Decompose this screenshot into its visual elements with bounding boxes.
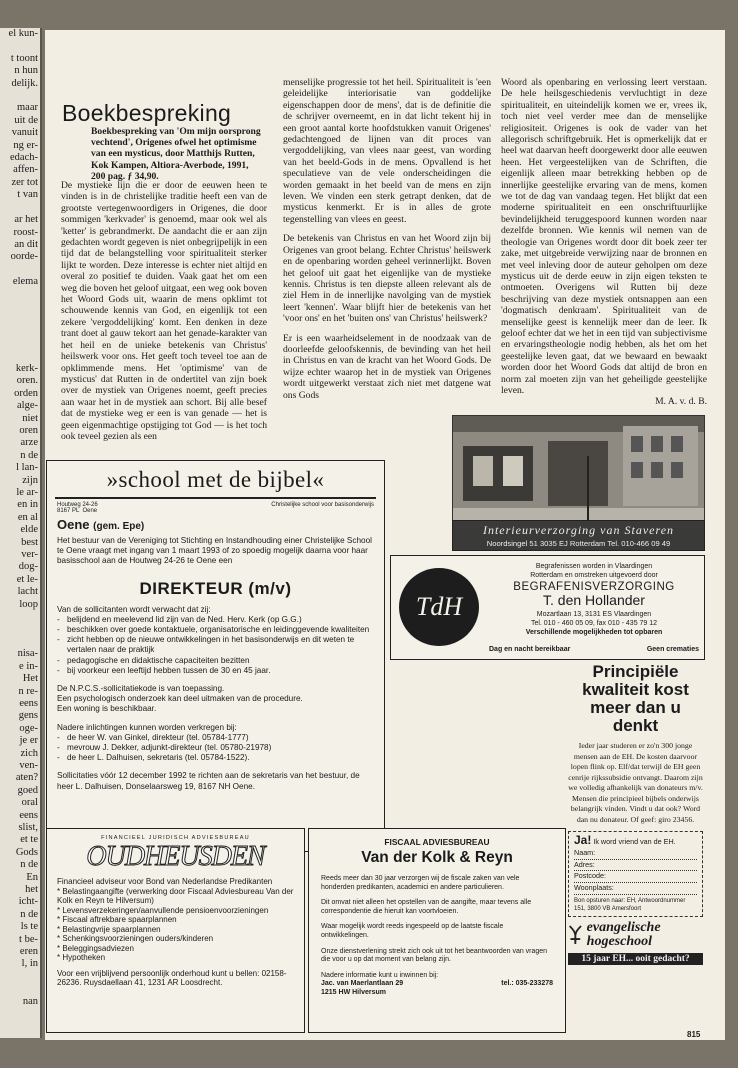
left-page-fragment: ven-: [19, 759, 38, 771]
oudheusden-intro: Financieel adviseur voor Bond van Nederlandse Predikanten: [57, 877, 273, 886]
school-info: [57, 502, 374, 514]
hollander-name: T. den Hollander: [543, 592, 645, 608]
left-page-fragment: niet: [22, 412, 38, 424]
left-page-fragment: t be-: [19, 933, 38, 945]
school-intro: Het bestuur van de Vereniging tot Stichting en Instandhouding einer Christelijke School te Oene vraagt met ingang van 1 maart 1993 of zo spoedig mogelijk daarna voor haar basisschool aan de Houtweg 24-26 te Oene een: [57, 536, 372, 566]
staveren-address: Noordsingel 51 3035 EJ Rotterdam Tel. 010-466 09 49: [486, 539, 671, 548]
kolk-body: [321, 875, 553, 998]
left-page-fragment: [0, 351, 40, 363]
school-place-row: [57, 517, 374, 532]
eh-logo-row: [568, 921, 703, 949]
service-item: * Beleggingsadviezen: [57, 943, 134, 953]
left-page-fragment: nan: [22, 995, 38, 1007]
form-head-rest: Ik word vriend van de EH.: [593, 837, 676, 846]
school-info-intro: Nadere inlichtingen kunnen worden verkregen bij:: [57, 722, 237, 732]
left-page-fragment: eens: [19, 697, 38, 709]
magazine-page: [45, 30, 725, 1040]
left-page-fragment: affen-: [13, 164, 38, 176]
left-page-fragment: t toont: [10, 52, 38, 64]
oudheusden-name: OUDHEUSDEN: [86, 841, 265, 872]
contact-item: - de heer W. van Ginkel, direkteur (tel. 05784-1777): [57, 733, 374, 743]
left-page-fragment: oren: [19, 425, 38, 436]
kolk-p2: Dit omvat niet alleen het opstellen van de aangifte, maar tevens alle correspondentie die hieruit kan voortvloeien.: [321, 899, 532, 915]
form-foot: Bon opsturen naar: EH, Antwoordnummer 151, 3800 VB Amersfoort: [574, 897, 686, 912]
oudheusden-services: [57, 887, 294, 963]
eh-school-name: evangelische hogeschool: [586, 919, 661, 949]
school-ad: [46, 460, 385, 852]
principle-ad: [568, 663, 703, 1038]
service-item: * Schenkingsvoorzieningen ouders/kinderen: [57, 934, 214, 943]
left-page-fragment: Het: [22, 673, 38, 685]
left-page-fragment: delijk.: [11, 77, 38, 89]
left-page-fragment: goed: [17, 784, 38, 796]
school-address: Houtweg 24-26 8167 PL Oene: [57, 502, 98, 514]
school-contacts: [57, 733, 374, 764]
kolk-p1: Reeds meer dan 30 jaar verzorgen wij de fiscale zaken van vele honderden predikanten, academici en andere particulieren.: [321, 875, 520, 891]
left-page-fragment: slist,: [18, 822, 38, 833]
left-page-fragment: arze: [20, 437, 38, 449]
donation-form: [568, 831, 703, 917]
kolk-ad: [308, 828, 566, 1033]
left-page-fragment: [0, 90, 40, 102]
article-column-3: [501, 77, 707, 408]
requirement-item: - beschikken over goede kontaktuele, organisatorische en leidinggevende kwaliteiten: [57, 625, 374, 635]
left-page-fragment: edach-: [10, 152, 38, 164]
left-page-fragment: eren: [19, 946, 38, 958]
form-head: [574, 835, 697, 848]
school-heading: »school met de bijbel«: [106, 467, 325, 492]
left-page-fragment: elema: [12, 276, 38, 288]
article-text: De mystieke lijn die er door de eeuwen heen te vinden is in de christelijke traditie heeft een van de grootste vertegenwoordigers in Origenes, die door sommigen 'kerkvader' is genoemd, maar ook wel als 'ketter' is gebrandmerkt. De aandacht die er aan zijn gedachten wordt gegeven is niet onbegrijpelijk in een tijd dat de belangstelling voor spiritualiteit sterker lijkt te worden. Deze interesse is echter niet altijd en overal zo positief te duiden. Vaak gaat het om een weg die boven het geloof uitgaat, een weg ook boven het Woord Gods uit, waarin de mens opklimt tot schouwende kennis van God, en eigenlijk tot een zekere 'vergoddelijking' komt. Een denken in deze trant doet al gauw tekort aan het genade-karakter van het heil en de unieke betekenis van Christus' heilswerk voor ons. Het geeft toch teveel toe aan de opklimmende mens. Het 'optimisme' van de mysticus' dat Rutten in de ondertitel van zijn boek over de mystiek van Origenes noemt, geeft precies aan waar het in de mystiek aan schort. Bij alle besef dat de mystieke weg er een is van genade — het is geen eigenmachtige opstijging tot God — is het toch ook teveel gezien als een: [61, 180, 267, 442]
service-item: * Hypotheken: [57, 953, 106, 962]
requirement-item: - zicht hebben op de nieuwe ontwikkelingen in het basisonderwijs en dit weten te vertalen naar de praktijk: [57, 635, 374, 655]
left-page-fragment: [0, 326, 40, 338]
kolk-p3: Waar mogelijk wordt reeds ingespeeld op de laatste fiscale ontwikkelingen.: [321, 923, 504, 939]
left-page-fragment: het: [25, 884, 38, 896]
left-page-fragment: [0, 40, 40, 52]
left-page-fragment: n de: [20, 859, 38, 871]
left-page-fragment: [0, 983, 40, 995]
left-page-fragment: [0, 301, 40, 313]
left-page-fragment: l, in: [21, 958, 38, 970]
staveren-name: Interieurverzorging van Staveren: [482, 523, 675, 537]
school-job-title: DIREKTEUR (m/v): [139, 578, 292, 598]
service-item: * Fiscaal aftrekbare spaarplannen: [57, 915, 177, 924]
left-page-fragment: an dit: [14, 238, 38, 250]
left-page-fragment: n de: [20, 449, 38, 461]
left-page-fragment: aten?: [15, 772, 38, 784]
article-title: Boekbespreking: [62, 100, 232, 126]
form-field[interactable]: Woonplaats:: [574, 883, 697, 895]
hollander-logo-text: TdH: [415, 592, 463, 621]
page-number: 815: [687, 1030, 701, 1039]
oudheusden-closing: Voor een vrijblijvend persoonlijk onderhoud kunt u bellen: 02158-26236. Ruysdaellaan 41, 1231 AR Loosdrecht.: [57, 968, 287, 987]
hollander-line2: Rotterdam en omstreken uitgevoerd door: [530, 572, 658, 579]
article-column-2: [283, 77, 491, 409]
left-page-fragment: ar het: [14, 214, 38, 226]
left-page-fragment: kerk-: [15, 362, 38, 374]
requirement-item: - belijdend en meelevend lid zijn van de Ned. Herv. Kerk (op G.G.): [57, 615, 374, 625]
left-page-fragment: el kun-: [8, 28, 38, 39]
left-page-fragment: en al: [17, 511, 38, 523]
left-page-fragment: zich: [20, 747, 38, 759]
left-page-fragment: t van: [17, 189, 38, 201]
left-page-fragment: En: [26, 871, 38, 883]
kolk-address-row: [321, 980, 553, 989]
requirement-item: - bij voorkeur een leeftijd hebben tussen de 30 en 45 jaar.: [57, 666, 374, 676]
left-page-fragment: eens: [19, 809, 38, 821]
left-page-fragment: n hun: [14, 65, 38, 77]
left-page-fragment: [0, 624, 40, 636]
left-page-fragment: maar: [17, 102, 38, 114]
article-text: Woord als openbaring en verlossing leert verstaan. De hele heilsgeschiedenis vervluchtigt in deze spiritualiteit, en uiteindelijk komen we er, vrees ik, toch niet veel verder mee dan de menselijke religiositeit. Origenes is ook de vader van het allegorisch schriftgebruik. Het is opmerkelijk dat er heel wat daarvan heeft doorgewerkt door alle eeuwen heen. Het vergeestelijken van de Schriften, die eigenlijk alleen maar betrekking hebben op de innerlijke geestelijke ervaring van de mens, komen we tot de dag van vandaag tegen. Het blijkt dat een moderne spiritualiteit en een onschriftuurlijke bevindelijkheid teruggespoord kunnen worden naar dezelfde bronnen. Wie kennis wil nemen van de theologie van Origenes wordt door dit boek zeer ter zake, met uitgebreide verwijzing naar de bronnen en met veel inleving door de auteur geholpen om deze mysticus uit de derde eeuw in zijn eigen teksten te ontmoeten. Overigens wil Rutten bij deze beschrijving van deze mystiek ontsnappen aan een 'dogmatisch denkraam'. Spiritualiteit van de menselijke geest is kennelijk meer dan de leer. Ik geloof echter dat we het in een tijd van subjectivisme en ervaringstheologie nodig hebben, als het om het geestelijke leven gaat, dat we bewaard en bewaakt worden door het Woord Gods dat altijd de bron en norm zal moeten zijn van het geheiligde geestelijke leven.: [501, 77, 707, 396]
left-page-fragment: vanuit: [11, 127, 38, 139]
form-field[interactable]: Adres:: [574, 860, 697, 872]
left-page-fragment: n re-: [18, 685, 38, 697]
hollander-phone: Tel. 010 - 460 05 09, fax 010 - 435 79 12: [530, 620, 658, 627]
left-page-fragment: dog-: [18, 561, 38, 573]
school-place-note: (gem. Epe): [93, 521, 145, 532]
left-page-fragment: et le-: [16, 573, 38, 585]
left-page-fragment: ver-: [21, 549, 38, 561]
kolk-p4: Onze dienstverlening strekt zich ook uit tot het beantwoorden van vragen die voor u op dat moment van belang zijn.: [321, 947, 548, 964]
hollander-line1: Begrafenissen worden in Vlaardingen: [535, 563, 653, 570]
principle-headline: Principiële kwaliteit kost meer dan u denkt: [582, 662, 689, 735]
left-page-fragment: [0, 313, 40, 325]
left-page-fragment: elde: [20, 524, 38, 536]
school-req-intro: Van de sollicitanten wordt verwacht dat zij:: [57, 604, 211, 614]
left-page-strip: [0, 28, 42, 1038]
left-page-fragment: [0, 338, 40, 350]
left-page-fragment: oral: [21, 797, 38, 809]
left-page-fragment: [0, 202, 40, 214]
hollander-crem: Geen crematies: [646, 646, 699, 653]
kolk-top: FISCAAL ADVIESBUREAU: [384, 837, 490, 847]
left-page-fragment: Gods: [15, 846, 38, 858]
hollander-logo: [399, 568, 479, 646]
left-page-fragment: best: [21, 536, 38, 548]
left-page-fragment: gens: [18, 710, 38, 722]
kolk-tel: tel.: 035-233278: [501, 980, 553, 988]
left-page-fragment: [0, 971, 40, 983]
left-page-fragment: roost-: [13, 226, 38, 238]
left-page-fragment: en in: [17, 499, 38, 511]
left-page-fragment: nisa-: [17, 648, 38, 660]
left-page-fragment: [0, 611, 40, 623]
hollander-ad: [390, 555, 705, 660]
left-page-fragment: oge-: [19, 722, 38, 734]
kolk-name: Van der Kolk & Reyn: [361, 849, 513, 866]
kolk-addr1: Jac. van Maerlantlaan 29: [321, 980, 404, 988]
service-item: * Belastingaangifte (verwerking door Fiscaal Adviesbureau Van der Kolk en Reyn te Hilversum): [57, 886, 294, 905]
left-page-fragment: [0, 289, 40, 301]
article-column-1: [61, 180, 267, 450]
left-page-fragment: [0, 636, 40, 648]
left-page-fragment: oorde-: [10, 251, 38, 263]
school-requirements: [57, 615, 374, 676]
left-page-fragment: ls te: [20, 921, 38, 933]
left-page-fragment: uit de: [14, 114, 38, 126]
left-page-fragment: je er: [19, 735, 38, 747]
principle-body: Ieder jaar studeren er zo'n 300 jonge mensen aan de EH. De kosten daarvoor lopen flink op. Elf/dat terwijl de EH geen cenrije rijkssubsidie ontvangt. Daarom zijn we volledig afhankelijk van donateurs m/v. Mensen die principieel bijbels onderwijs belangrijk vinden. Vindt u dat ook? Word dan nu donateur. Of geef: giro 23456.: [568, 741, 703, 824]
article-text: menselijke progressie tot het heil. Spiritualiteit is 'een geleidelijke interiorisatie van goddelijke eigenschappen door de mens', dat is de definitie die de schrijver overneemt, en in dat licht tekent hij in een groot aantal korte hoofdstukken vanuit Origenes' gedachtengoed de lijnen van dit proces van vergoddelijking, van vlees naar geest, van wording van het beeld-Gods in de mens. Opvallend is het speculatieve van de vele onderscheidingen die worden gemaakt in het beeld van de mens en zijn leven. We vinden een sterk getrapt denken, dat de mysticus kenmerkt. Er is in alles de grote tegenstelling van vlees en geest.: [283, 77, 491, 225]
hollander-rooms: Verschillende mogelijkheden tot opbaren: [525, 629, 663, 636]
article-signature: M. A. v. d. B.: [655, 396, 707, 408]
requirement-item: - pedagogische en didaktische capaciteiten bezitten: [57, 656, 374, 666]
hollander-title: BEGRAFENISVERZORGING: [513, 581, 675, 593]
left-page-fragment: zijn: [22, 474, 38, 486]
left-page-fragment: oren.: [16, 375, 38, 387]
form-fields: [574, 848, 697, 895]
hollander-footer: [489, 646, 699, 653]
divider: [55, 497, 376, 499]
form-head-ja: Ja!: [574, 833, 592, 847]
service-item: * Belastingvrije spaarplannen: [57, 924, 161, 934]
oudheusden-top: FINANCIEEL JURIDISCH ADVIESBUREAU: [101, 835, 250, 841]
school-npcs: De N.P.C.S.-sollicitatiekode is van toepassing. Een psychologisch onderzoek kan deel uitmaken van de procedure. Een woning is beschikbaar.: [57, 684, 303, 714]
hollander-reach: Dag en nacht bereikbaar: [489, 646, 571, 653]
article-text: De betekenis van Christus en van het Woord zijn bij Origenes van groot belang. Echter Christus' heilswerk en de openbaring worden geheel verinnerlijkt. Boven het geloof uit gaat het eigenlijke van de mystieke kennis. Christus is ten diepste alleen relevant als de ziel Hem in de innerlijke navolging van de mystiek leert 'kennen'. Waar blijft hier de betekenis van het 'voor ons' en het 'buiten ons' van Christus' heilswerk?: [283, 233, 491, 325]
school-type: Christelijke school voor basisonderwijs: [271, 502, 374, 508]
oudheusden-ad: [46, 828, 305, 1033]
form-field[interactable]: Naam:: [574, 848, 697, 860]
left-page-fragment: l lan-: [16, 462, 38, 474]
kolk-addr2: 1215 HW Hilversum: [321, 988, 386, 996]
left-page-fragment: et te: [20, 834, 38, 846]
eh-logo-icon: [568, 922, 583, 948]
left-page-fragment: alge-: [17, 400, 38, 412]
left-page-fragment: zer tot: [11, 176, 38, 188]
left-page-fragment: n de: [20, 908, 38, 920]
left-page-fragment: [0, 264, 40, 276]
service-item: * Levensverzekeringen/aanvullende pensioenvoorzieningen: [57, 905, 269, 915]
left-page-fragment: ng er-: [13, 139, 38, 151]
school-place: Oene: [57, 517, 90, 532]
hollander-text: [489, 562, 699, 637]
left-page-fragment: icht-: [18, 896, 38, 908]
left-page-fragment: e in-: [19, 660, 38, 672]
eh-banner: 15 jaar EH... ooit gedacht?: [568, 953, 703, 965]
contact-item: - de heer L. Dalhuisen, sekretaris (tel. 05784-1522).: [57, 753, 374, 763]
article-text: Er is een waarheidselement in de noodzaak van de doorleefde geloofskennis, de bevinding van het heil in Christus en van de kracht van het Woord Gods. De wijze echter waarop het in de mystiek van Origenes wordt uitgewerkt verstaat zich niet met datgene wat ons Gods: [283, 332, 491, 401]
contact-item: - mevrouw J. Dekker, adjunkt-direkteur (tel. 05780-21978): [57, 743, 374, 753]
article-subhead: Boekbespreking van 'Om mijn oorsprong vechtend', Origenes ofwel het optimisme van een mysticus, door Matthijs Rutten, Kok Kampen, Altiora-Averbode, 1991, 200 pag. ƒ 34,90.: [91, 126, 261, 182]
left-page-fragment: orden: [14, 387, 38, 399]
left-page-fragment: le ar-: [16, 487, 38, 499]
kolk-info: Nadere informatie kunt u inwinnen bij:: [321, 971, 439, 979]
school-closing: Sollicitaties vóór 12 december 1992 te richten aan de sekretaris van het bestuur, de heer L. Dalhuisen, Donselaarsweg 19, 8167 NH Oene.: [57, 771, 360, 791]
form-field[interactable]: Postcode:: [574, 871, 697, 883]
left-page-fragment: loop: [19, 598, 38, 610]
left-page-fragment: lacht: [17, 586, 38, 598]
hollander-address: Mozartlaan 13, 3131 ES Vlaardingen: [536, 611, 652, 618]
staveren-caption: [452, 520, 705, 551]
